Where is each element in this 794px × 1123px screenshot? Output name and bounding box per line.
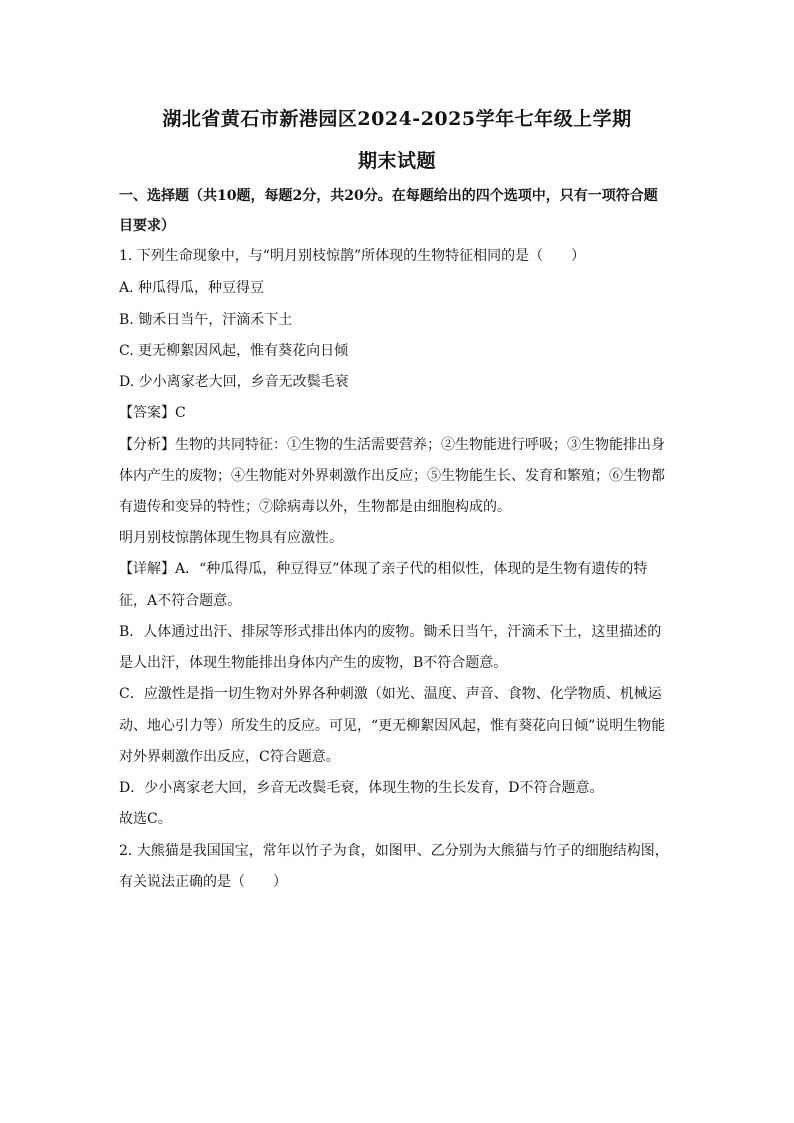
question-1-detail-line: B．人体通过出汗、排尿等形式排出体内的废物。锄禾日当午，汗滴禾下土，这里描述的 — [119, 624, 662, 640]
question-1-analysis-line: 明月别枝惊鹊体现生物具有应激性。 — [119, 530, 343, 546]
question-1-option-c: C. 更无柳絮因风起，惟有葵花向日倾 — [119, 343, 349, 359]
question-1-answer: 【答案】C — [119, 405, 186, 421]
section-heading-line2: 目要求） — [119, 218, 175, 234]
question-1-option-b: B. 锄禾日当午，汗滴禾下土 — [119, 312, 293, 328]
question-1-detail-line: 是人出汗，体现生物能排出身体内产生的废物，B不符合题意。 — [119, 655, 508, 671]
question-1-detail-line: 【详解】A．“种瓜得瓜，种豆得豆”体现了亲子代的相似性，体现的是生物有遗传的特 — [119, 561, 648, 577]
question-1-analysis-line: 【分析】生物的共同特征：①生物的生活需要营养；②生物能进行呼吸；③生物能排出身 — [119, 437, 665, 453]
question-1-detail-line: 征，A不符合题意。 — [119, 593, 242, 609]
question-1-option-d: D. 少小离家老大回，乡音无改鬓毛衰 — [119, 374, 349, 390]
question-1-conclusion: 故选C。 — [119, 811, 172, 827]
question-1-option-a: A. 种瓜得瓜，种豆得豆 — [119, 280, 265, 296]
question-2-stem-line2: 有关说法正确的是（ ） — [119, 874, 287, 890]
page-title-line1: 湖北省黄石市新港园区2024-2025学年七年级上学期 — [162, 108, 632, 130]
question-1-analysis-line: 体内产生的废物；④生物能对外界刺激作出反应；⑤生物能生长、发育和繁殖；⑥生物都 — [119, 468, 665, 484]
question-1-detail-line: C．应激性是指一切生物对外界各种刺激（如光、温度、声音、食物、化学物质、机械运 — [119, 686, 662, 702]
question-1-detail-line: 动、地心引力等）所发生的反应。可见，“更无柳絮因风起，惟有葵花向日倾”说明生物能 — [119, 718, 666, 734]
question-2-stem-line1: 2. 大熊猫是我国国宝，常年以竹子为食，如图甲、乙分别为大熊猫与竹子的细胞结构图， — [119, 843, 669, 859]
question-1-stem: 1. 下列生命现象中，与“明月别枝惊鹊”所体现的生物特征相同的是（ ） — [119, 248, 586, 264]
question-1-detail-line: D．少小离家老大回，乡音无改鬓毛衰，体现生物的生长发育，D不符合题意。 — [119, 780, 604, 796]
page-title-line2: 期末试题 — [357, 150, 436, 172]
section-heading-line1: 一、选择题（共10题，每题2分，共20分。在每题给出的四个选项中，只有一项符合题 — [119, 188, 658, 204]
question-1-analysis-line: 有遗传和变异的特性；⑦除病毒以外，生物都是由细胞构成的。 — [119, 499, 511, 515]
question-1-detail-line: 对外界刺激作出反应，C符合题意。 — [119, 749, 340, 765]
